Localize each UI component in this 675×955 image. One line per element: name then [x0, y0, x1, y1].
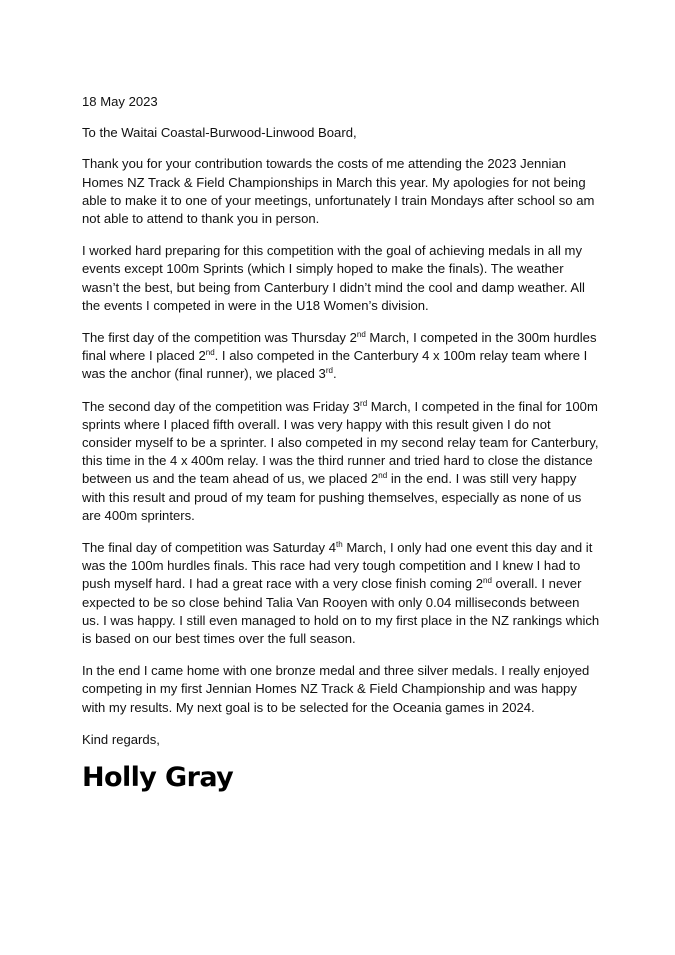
paragraph-day-one: [82, 329, 600, 384]
paragraph-day-two: [82, 398, 600, 525]
day-one-ordinal-c: rd: [325, 366, 333, 376]
day-three-text-c: overall. I never expected to be so close behind Talia Van Rooyen with only 0.04 milliseconds between us. I was happy. I still even managed to hold on to my first place in the NZ rankings which is based on our best times over the full season.: [82, 576, 600, 647]
paragraph-preparation: I worked hard preparing for this competition with the goal of achieving medals in all my events except 100m Sprints (which I simply hoped to make the finals). The weather wasn’t the best, but being from Canterbury I didn’t mind the cool and damp weather. All the events I competed in were in the U18 Women’s division.: [82, 243, 585, 313]
day-two-ordinal-b: nd: [378, 471, 388, 481]
day-one-text-b: March, I competed in the 300m hurdles final where I placed 2: [82, 330, 597, 364]
letter-body: [82, 93, 600, 809]
day-two-ordinal-a: rd: [360, 398, 368, 408]
letter-date: 18 May 2023: [82, 94, 158, 109]
day-one-text-a: The first day of the competition was Thursday 2: [82, 330, 357, 346]
day-two-text-a: The second day of the competition was Friday 3: [82, 398, 361, 414]
letter-salutation: To the Waitai Coastal-Burwood-Linwood Board,: [82, 125, 357, 141]
day-one-text-c: . I also competed in the Canterbury 4 x 100m relay team where I was the anchor (final runner), we placed 3: [82, 348, 588, 382]
day-one-ordinal-a: nd: [356, 330, 366, 340]
paragraph-thanks: Thank you for your contribution towards the costs of me attending the 2023 Jennian Homes NZ Track & Field Championships in March this year. My apologies for not being able to make it to one of your meetings, unfortunately I train Mondays after school so am not able to attend to thank you in person.: [82, 156, 595, 227]
day-two-text-c: in the end. I was still very happy with this result and proud of my team for pushing themselves, especially as none of us are 400m sprinters.: [82, 471, 582, 523]
day-one-ordinal-b: nd: [205, 348, 215, 358]
day-three-ordinal-b: nd: [483, 576, 492, 586]
day-three-text-a: The final day of competition was Saturday 4: [82, 540, 337, 556]
day-one-text-d: .: [332, 366, 337, 382]
letter-closing: Kind regards,: [82, 731, 160, 747]
paragraph-day-three: [82, 539, 600, 648]
paragraph-summary: In the end I came home with one bronze medal and three silver medals. I really enjoyed competing in my first Jennian Homes NZ Track & Field Championship and was happy with my results. My next goal is to be selected for the Oceania games in 2024.: [82, 663, 590, 715]
day-three-text-b: March, I only had one event this day and it was the 100m hurdles finals. This race had very tough competition and I knew I had to push myself hard. I had a great race with a very close finish coming 2: [82, 540, 593, 592]
day-two-text-b: March, I competed in the final for 100m sprints where I placed fifth overall. I was very happy with this result given I do not consider myself to be a sprinter. I also competed in my second relay team for Canterbury, this time in the 4 x 400m relay. I was the third runner and tried hard to close the distance between us and the team ahead of us, we placed 2: [82, 398, 599, 487]
day-three-ordinal-a: th: [336, 540, 343, 550]
signature-name: Holly Gray: [82, 762, 234, 794]
